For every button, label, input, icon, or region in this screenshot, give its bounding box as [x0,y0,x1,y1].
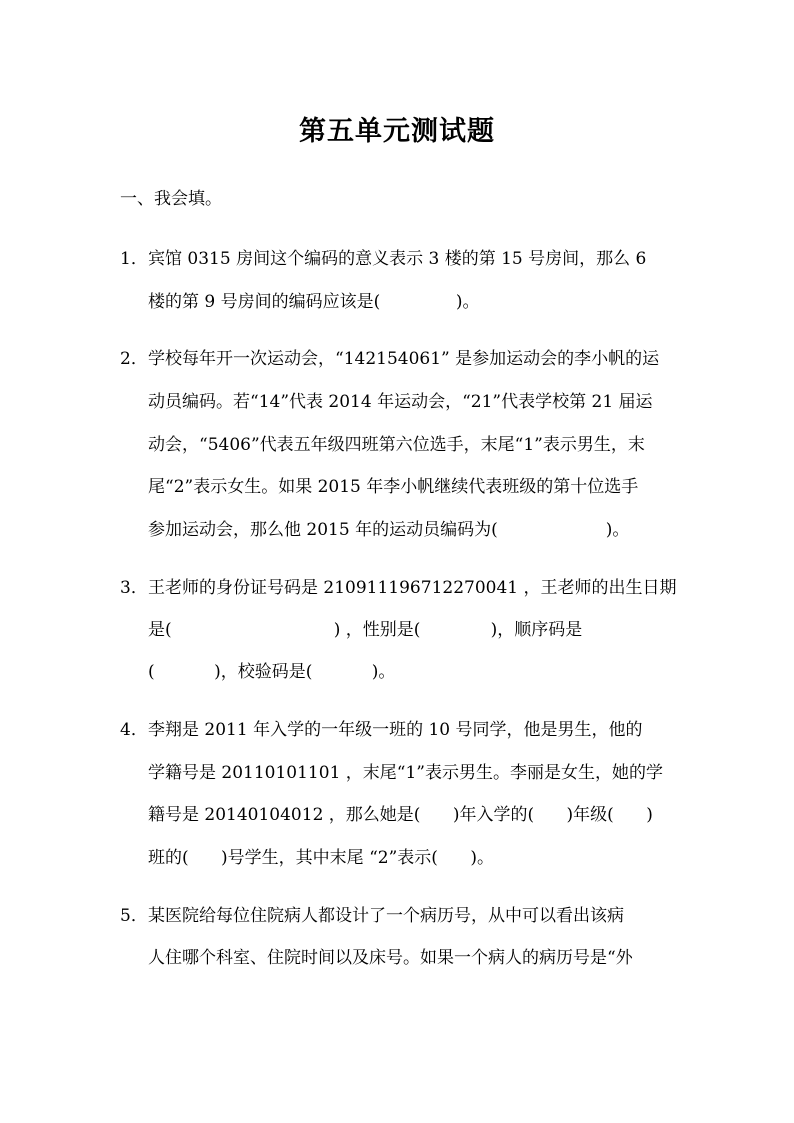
question-number: 5． [120,906,148,926]
question-text-line: ( )，校验码是( )。 [148,662,396,682]
question-text-line: 某医院给每位住院病人都设计了一个病历号，从中可以看出该病 [148,906,624,926]
question-text-line: 学校每年开一次运动会，“142154061” 是参加运动会的李小帆的运 [148,349,660,369]
question-number: 2． [120,349,148,369]
page-title: 第五单元测试题 [299,116,495,147]
question-text-line: 学籍号是 20110101101 ，末尾“1”表示男生。李丽是女生，她的学 [148,763,663,783]
question-text-line: 楼的第 9 号房间的编码应该是( )。 [148,292,480,312]
question-number: 3． [120,578,148,598]
question-number: 1． [120,249,148,269]
question-text-line: 王老师的身份证号码是 210911196712270041 ，王老师的出生日期 [148,578,677,598]
question-text-line: 班的( )号学生，其中末尾 “2”表示( )。 [148,848,494,868]
question-text-line: 是( ) ，性别是( )，顺序码是 [148,620,583,640]
section-heading: 一、我会填。 [120,189,222,209]
question-text-line: 籍号是 20140104012 ，那么她是( )年入学的( )年级( ) [148,805,653,825]
question-text-line: 参加运动会，那么他 2015 年的运动员编码为( )。 [148,520,630,540]
question-text-line: 宾馆 0315 房间这个编码的意义表示 3 楼的第 15 号房间，那么 6 [148,249,647,269]
question-text-line: 尾“2”表示女生。如果 2015 年李小帆继续代表班级的第十位选手 [148,477,639,497]
question-text-line: 人住哪个科室、住院时间以及床号。如果一个病人的病历号是“外 [148,948,633,968]
question-number: 4． [120,720,148,740]
question-text-line: 动员编码。若“14”代表 2014 年运动会，“21”代表学校第 21 届运 [148,392,653,412]
question-text-line: 动会，“5406”代表五年级四班第六位选手，末尾“1”表示男生，末 [148,435,645,455]
question-text-line: 李翔是 2011 年入学的一年级一班的 10 号同学，他是男生，他的 [148,720,643,740]
